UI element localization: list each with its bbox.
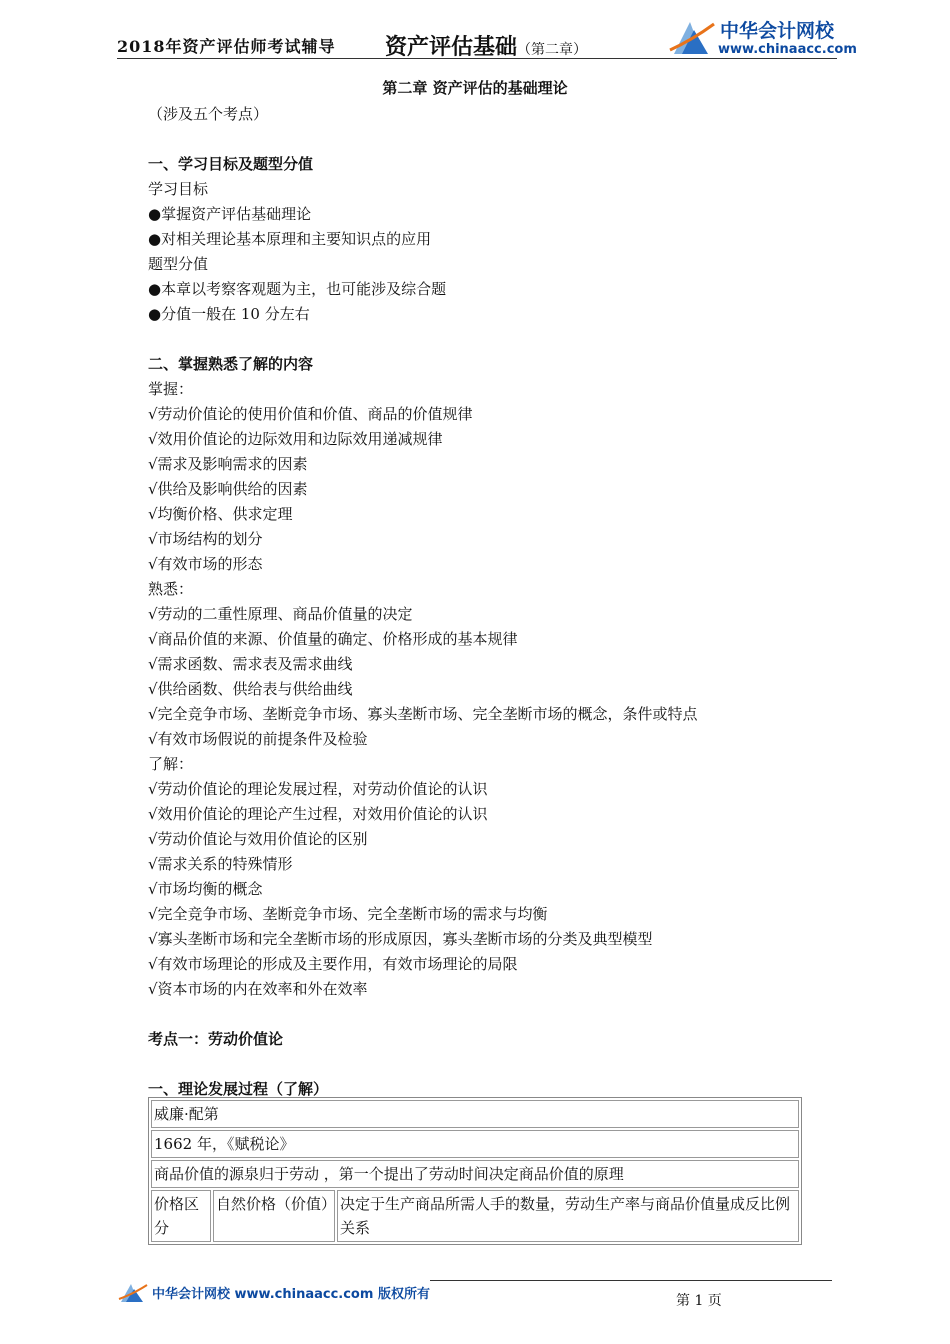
section-heading: 一、学习目标及题型分值 [148,155,314,173]
header-chapter: （第二章） [517,42,588,58]
text-line [148,127,808,152]
text-line: √劳动价值论与效用价值论的区别 [148,830,368,848]
text-line: ●对相关理论基本原理和主要知识点的应用 [148,230,432,248]
text-line: 掌握： [148,380,194,398]
text-line [148,1052,808,1077]
text-line: √商品价值的来源、价值量的确定、价格形成的基本规律 [148,630,518,648]
text-line: ●分值一般在 10 分左右 [148,305,310,323]
section-heading: 考点一：劳动价值论 [148,1030,284,1048]
page-footer [0,1270,950,1330]
table-cell-person: 威廉·配第 [151,1100,799,1128]
page-header [0,0,950,70]
text-line: √有效市场理论的形成及主要作用，有效市场理论的局限 [148,955,518,973]
chinaacc-logo [668,14,857,64]
logo-triangle-icon [668,14,716,60]
text-line: √完全竞争市场、垄断竞争市场、寡头垄断市场、完全垄断市场的概念，条件或特点 [148,705,698,723]
table-cell-year: 1662 年，《赋税论》 [151,1130,799,1158]
section-heading: 二、掌握熟悉了解的内容 [148,355,314,373]
text-line: 学习目标 [148,180,209,198]
header-subject [385,30,587,61]
text-line: √效用价值论的理论产生过程，对效用价值论的认识 [148,805,488,823]
footer-copyright: 中华会计网校 www.chinaacc.com 版权所有 [152,1287,430,1302]
text-line: √均衡价格、供求定理 [148,505,293,523]
text-line: ●掌握资产评估基础理论 [148,205,312,223]
page-number: 第 1 页 [676,1293,722,1309]
text-line: √完全竞争市场、垄断竞争市场、完全垄断市场的需求与均衡 [148,905,548,923]
logo-name: 中华会计网校 [720,20,835,42]
text-line: √市场均衡的概念 [148,880,263,898]
text-line: √劳动的二重性原理、商品价值量的决定 [148,605,413,623]
text-line: √寡头垄断市场和完全垄断市场的形成原因，寡头垄断市场的分类及典型模型 [148,930,653,948]
table-cell-source: 商品价值的源泉归于劳动 ，第一个提出了劳动时间决定商品价值的原理 [151,1160,799,1188]
table-cell-natural-price: 自然价格（价值） [213,1190,335,1242]
text-line: √供给及影响供给的因素 [148,480,308,498]
text-line: ●本章以考察客观题为主，也可能涉及综合题 [148,280,447,298]
table-row [151,1190,799,1242]
text-line: （涉及五个考点） [148,105,269,123]
text-line: √需求关系的特殊情形 [148,855,293,873]
table-row [151,1100,799,1128]
text-line: 熟悉： [148,580,194,598]
text-line: √有效市场的形态 [148,555,263,573]
text-line: √需求及影响需求的因素 [148,455,308,473]
text-line: √有效市场假说的前提条件及检验 [148,730,368,748]
text-line: 题型分值 [148,255,209,273]
footer-logo-icon [118,1280,148,1306]
chapter-title: 第二章 资产评估的基础理论 [382,79,568,97]
document-body [148,70,808,1102]
text-line: √市场结构的划分 [148,530,263,548]
text-line: √劳动价值论的理论发展过程，对劳动价值论的认识 [148,780,488,798]
table-cell-price-distinction: 价格区分 [151,1190,211,1242]
text-line [148,327,808,352]
text-line: √资本市场的内在效率和外在效率 [148,980,368,998]
text-line: √供给函数、供给表与供给曲线 [148,680,353,698]
text-line: √劳动价值论的使用价值和价值、商品的价值规律 [148,405,473,423]
text-line: √需求函数、需求表及需求曲线 [148,655,353,673]
text-line: 了解： [148,755,194,773]
header-exam-title: 2018年资产评估师考试辅导 [117,37,336,56]
table-row [151,1160,799,1188]
footer-rule [430,1280,832,1281]
section-heading: 一、理论发展过程（了解） [148,1080,329,1098]
theory-table [148,1097,802,1245]
table-row [151,1130,799,1158]
header-subject-title: 资产评估基础 [385,34,518,60]
table-cell-natural-price-desc: 决定于生产商品所需人手的数量，劳动生产率与商品价值量成反比例关系 [337,1190,799,1242]
document-lines [148,102,808,1102]
logo-url: www.chinaacc.com [718,42,857,57]
text-line: √效用价值论的边际效用和边际效用递减规律 [148,430,443,448]
text-line [148,1002,808,1027]
